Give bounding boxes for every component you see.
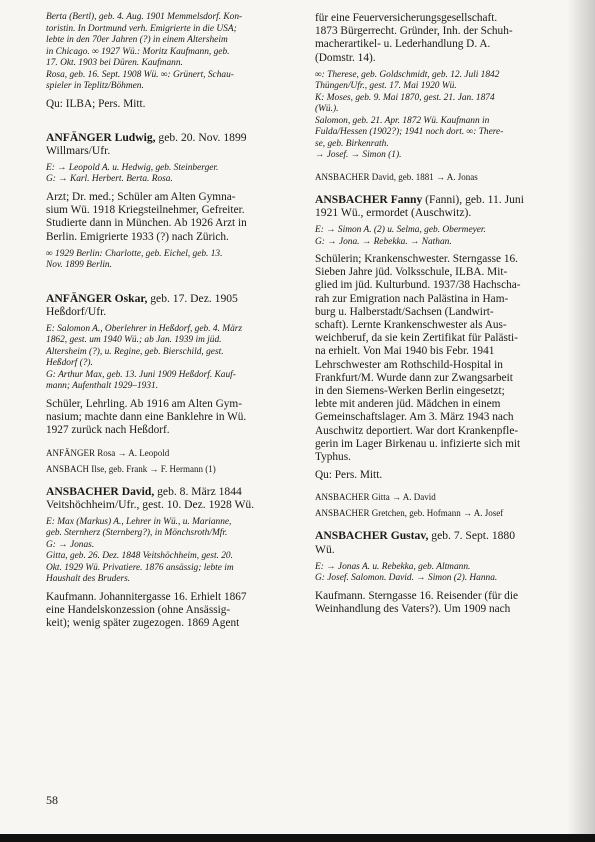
siblings-line: G: → Karl. Herbert. Berta. Rosa. <box>46 174 173 185</box>
marriage-line: ∞ 1929 Berlin: Charlotte, geb. Eichel, geb. 13. <box>46 248 223 259</box>
entry-line: Rosa, geb. 16. Sept. 1908 Wü. ∞: Grünert, Schau- <box>46 69 234 80</box>
body-line: Sieben Jahre jüd. Volksschule, ILBA. Mit- <box>315 266 508 279</box>
parents-line: Altersheim (?), u. Regine, geb. Bierschild, gest. <box>46 346 224 357</box>
entry-heading-line2: Heßdorf/Ufr. <box>46 305 107 319</box>
entry-heading <box>46 485 298 499</box>
body-line: na erhielt. Von Mai 1940 bis Febr. 1941 <box>315 345 495 358</box>
body-line: glied im jüd. Kulturbund. 1937/38 Hachscha- <box>315 279 521 292</box>
entry-david <box>46 485 298 631</box>
body-line: Gemeinschaftslager. Am 3. März 1943 nach <box>315 411 514 424</box>
cross-reference: ANSBACHER David, geb. 1881 → A. Jonas <box>315 171 478 182</box>
entry-fanny <box>315 193 565 483</box>
family-line: se, geb. Birkenrath. <box>315 138 389 149</box>
body-line: weichberuf, da sie kein Zertifikat für Palästi- <box>315 332 518 345</box>
entry-ludwig <box>46 131 298 272</box>
sibling-entry-line: Gitta, geb. 26. Dez. 1848 Veitshöchheim, gest. 20. <box>46 551 233 562</box>
entry-name: ANSBACHER Gustav, <box>315 529 429 543</box>
entry-heading <box>46 292 298 306</box>
entry-berta <box>46 12 298 111</box>
entry-heading <box>315 529 565 543</box>
sources-line: Qu: ILBA; Pers. Mitt. <box>46 97 146 110</box>
entry-heading-line2: 1921 Wü., ermordet (Auschwitz). <box>315 206 472 220</box>
parents-line: E: Max (Markus) A., Lehrer in Wü., u. Marianne, <box>46 516 232 527</box>
body-line: Auschwitz deportiert. War dort Krankenpfle- <box>315 424 519 437</box>
entry-line: lebte in den 70er Jahren (?) in einem Altersheim <box>46 35 228 45</box>
body-line: lebte mit anderen jüd. Mädchen in einem <box>315 398 501 411</box>
siblings-line: G: Arthur Max, geb. 13. Juni 1909 Heßdorf. Kauf- <box>46 369 236 380</box>
body-line: Kaufmann. Sterngasse 16. Reisender (für die <box>315 589 518 602</box>
body-line: Lehrschwester am Rothschild-Hospital in <box>315 358 503 371</box>
body-line: für eine Feuerversicherungsgesellschaft. <box>315 12 498 24</box>
parents-line: 1862, gest. um 1940 Wü.; ab Jan. 1939 im jüd. <box>46 335 222 346</box>
body-line: burg u. Halberstadt/Sachsen (Landwirt- <box>315 305 494 318</box>
siblings-line: G: → Jonas. <box>46 539 95 550</box>
family-line: ∞: Therese, geb. Goldschmidt, geb. 12. Juli 1842 <box>315 69 500 80</box>
parents-line: geb. Sternherz (Sternberg?), in Mönchsroth/Mfr. <box>46 528 228 539</box>
entry-name: ANSBACHER Fanny <box>315 192 423 206</box>
entry-birth: geb. 7. Sept. 1880 <box>428 529 516 543</box>
body-line: nasium; machte dann eine Banklehre in Wü. <box>46 411 247 424</box>
parents-line: E: → Leopold A. u. Hedwig, geb. Steinberger. <box>46 162 219 173</box>
siblings-line: G: Josef. Salomon. David. → Simon (2). Hanna. <box>315 573 498 584</box>
sibling-entry-line: Haushalt des Bruders. <box>46 574 131 585</box>
body-line: keit); wenig später zugezogen. 1869 Agent <box>46 617 240 630</box>
entry-heading-line2: Wü. <box>315 543 335 557</box>
entry-line: spieler in Teplitz/Böhmen. <box>46 81 144 91</box>
body-line: in den Siemens-Werken Berlin eingesetzt; <box>315 385 505 398</box>
body-line: Weinhandlung des Vaters?). Um 1909 nach <box>315 602 511 615</box>
entry-line: in Chicago. ∞ 1927 Wü.: Moritz Kaufmann, geb. <box>46 46 230 57</box>
entry-name: ANSBACHER David, <box>46 484 155 498</box>
parents-line: E: → Jonas A. u. Rebekka, geb. Altmann. <box>315 561 471 572</box>
body-line: Schülerin; Krankenschwester. Sterngasse 16. <box>315 253 518 265</box>
page-edge-shadow <box>567 0 595 842</box>
body-line: 1873 Bürgerrecht. Gründer, Inh. der Schuh- <box>315 25 513 38</box>
entry-heading <box>315 193 565 207</box>
family-line: Fulda/Hessen (1902?); 1941 noch dort. ∞: There- <box>315 127 504 138</box>
body-line: rah zur Emigration nach Palästina in Ham- <box>315 292 509 305</box>
entry-heading <box>46 131 298 145</box>
entry-birth: geb. 8. März 1844 <box>154 484 242 498</box>
body-line: Kaufmann. Johannitergasse 16. Erhielt 1867 <box>46 590 247 603</box>
siblings-line: G: → Jona. → Rebekka. → Nathan. <box>315 236 452 247</box>
family-line: (Wü.). <box>315 104 339 115</box>
body-line: Typhus. <box>315 451 351 464</box>
family-line: Salomon, geb. 21. Apr. 1872 Wü. Kaufmann in <box>315 115 490 126</box>
entry-oskar <box>46 292 298 438</box>
sibling-entry-line: Okt. 1929 Wü. Privatiere. 1876 ansässig; lebte im <box>46 562 234 573</box>
entry-line: toristin. In Dortmund verh. Emigrierte in die USA; <box>46 23 237 34</box>
body-line: (Domstr. 14). <box>315 51 376 64</box>
entry-david-continued <box>315 12 565 162</box>
entry-heading-line2: Veitshöchheim/Ufr., gest. 10. Dez. 1928 Wü. <box>46 498 255 512</box>
body-line: Arzt; Dr. med.; Schüler am Alten Gymna- <box>46 190 236 203</box>
body-line: Schüler, Lehrling. Ab 1916 am Alten Gym- <box>46 397 242 410</box>
entry-line: Berta (Bertl), geb. 4. Aug. 1901 Memmelsdorf. Kon- <box>46 12 243 22</box>
entry-line: 17. Okt. 1903 bei Düren. Kaufmann. <box>46 58 183 68</box>
family-line: K: Moses, geb. 9. Mai 1870, gest. 21. Jan. 1874 <box>315 92 495 103</box>
body-line: Frankfurt/M. Wurde dann zur Zwangsarbeit <box>315 371 513 384</box>
entry-heading-line2: Willmars/Ufr. <box>46 144 111 158</box>
cross-reference: ANSBACH Ilse, geb. Frank → F. Hermann (1) <box>46 463 216 474</box>
body-line: 1927 zurück nach Heßdorf. <box>46 424 170 437</box>
cross-reference: ANSBACHER Gitta → A. David <box>315 492 436 503</box>
body-line: eine Handelskonzession (ohne Ansässig- <box>46 603 231 616</box>
body-line: Studierte dann in München. Ab 1926 Arzt in <box>46 217 247 230</box>
right-column <box>315 12 565 616</box>
page-number: 58 <box>46 793 58 807</box>
body-line: macherartikel- u. Lederhandlung D. A. <box>315 38 491 51</box>
cross-reference: ANSBACHER Gretchen, geb. Hofmann → A. Josef <box>315 508 504 519</box>
family-line: Thüngen/Ufr., gest. 17. Mai 1920 Wü. <box>315 81 457 92</box>
left-column <box>46 12 298 630</box>
body-line: gerin im Lager Birkenau u. infizierte sich mit <box>315 437 521 450</box>
cross-reference: ANFÄNGER Rosa → A. Leopold <box>46 447 170 458</box>
marriage-line: Nov. 1899 Berlin. <box>46 260 112 271</box>
entry-birth: (Fanni), geb. 11. Juni <box>422 192 524 206</box>
body-line: schaft). Lernte Krankenschwester als Aus- <box>315 319 507 332</box>
parents-line: Heßdorf (?). <box>46 358 93 369</box>
sources-line: Qu: Pers. Mitt. <box>315 469 383 482</box>
entry-name: ANFÄNGER Oskar, <box>46 291 148 305</box>
body-line: sium Wü. 1918 Kriegsteilnehmer, Gefreiter. <box>46 204 245 217</box>
entry-gustav <box>315 529 565 616</box>
scan-bottom-border <box>0 834 595 842</box>
parents-line: E: → Simon A. (2) u. Selma, geb. Obermeyer. <box>315 225 486 235</box>
parents-line: E: Salomon A., Oberlehrer in Heßdorf, geb. 4. März <box>46 323 243 334</box>
body-line: Berlin. Emigrierte 1933 (?) nach Zürich. <box>46 230 229 243</box>
siblings-line: mann; Aufenthalt 1929–1931. <box>46 381 159 392</box>
entry-birth: geb. 17. Dez. 1905 <box>147 291 238 305</box>
entry-name: ANFÄNGER Ludwig, <box>46 130 156 144</box>
entry-birth: geb. 20. Nov. 1899 <box>155 130 247 144</box>
family-line: → Josef. → Simon (1). <box>315 150 402 161</box>
